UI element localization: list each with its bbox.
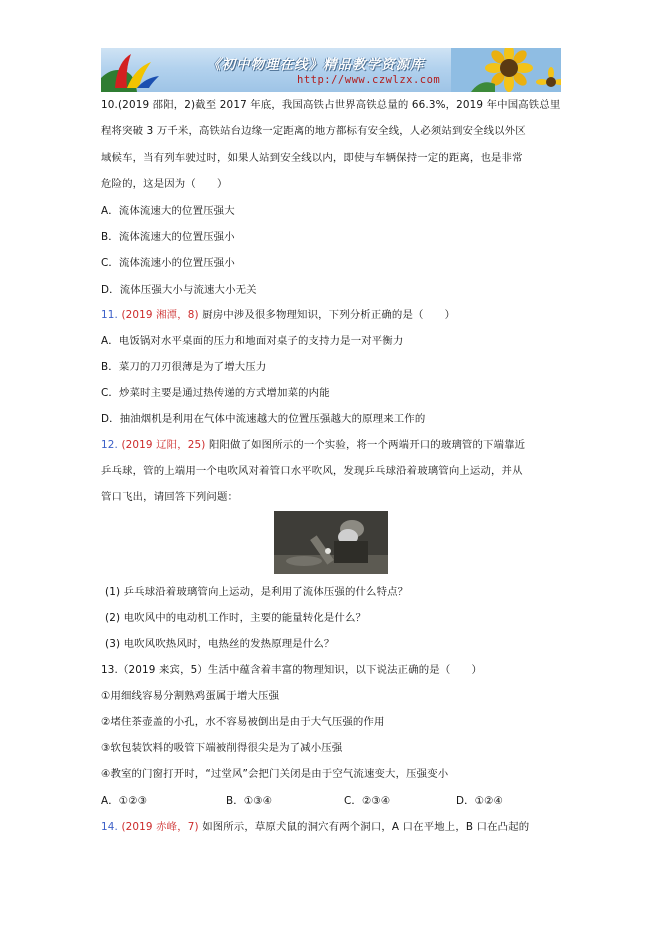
q11-option-c: C．炒菜时主要是通过热传递的方式增加菜的内能 bbox=[101, 387, 330, 399]
q10-option-d: D．流体压强大小与流速大小无关 bbox=[101, 284, 257, 296]
q13-choice-b: B．①③④ bbox=[226, 795, 273, 807]
q13-choice-d: D．①②④ bbox=[456, 795, 504, 807]
q12-number: 12. bbox=[101, 439, 118, 451]
q12-subquestion-2: (2) 电吹风中的电动机工作时，主要的能量转化是什么？ bbox=[105, 612, 367, 624]
q13-item-3: ③软包装饮料的吸管下端被削得很尖是为了减小压强 bbox=[101, 742, 343, 754]
banner-title: 《初中物理在线》精品教学资源库 bbox=[207, 57, 425, 73]
q12-line-3: 管口飞出，请回答下列问题： bbox=[101, 491, 239, 503]
q10-line-4: 危险的，这是因为（ ） bbox=[101, 178, 228, 190]
q10-line-2: 程将突破 3 万千米，高铁站台边缘一定距离的地方都标有安全线，人必须站到安全线以外区 bbox=[101, 125, 526, 137]
q13-item-1: ①用细线容易分割熟鸡蛋属于增大压强 bbox=[101, 690, 280, 702]
q10-option-a: A．流体流速大的位置压强大 bbox=[101, 205, 235, 217]
q11-number: 11. bbox=[101, 309, 118, 321]
q11-text: 厨房中涉及很多物理知识，下列分析正确的是（ ） bbox=[202, 309, 456, 321]
q12-source: (2019 辽阳，25) bbox=[121, 439, 206, 451]
q12-line-2: 乒乓球，管的上端用一个电吹风对着管口水平吹风，发现乒乓球沿着玻璃管向上运动，并从 bbox=[101, 465, 523, 477]
experiment-photo bbox=[274, 511, 388, 574]
logo-icon bbox=[101, 48, 171, 92]
q13-choice-a: A．①②③ bbox=[101, 795, 148, 807]
q12-stem bbox=[101, 438, 525, 453]
q10-option-b: B．流体流速大的位置压强小 bbox=[101, 231, 235, 243]
q12-subquestion-3: (3) 电吹风吹热风时，电热丝的发热原理是什么？ bbox=[105, 638, 335, 650]
q11-stem bbox=[101, 308, 455, 323]
q10-line-3: 域候车，当有列车驶过时，如果人站到安全线以内，即使与车辆保持一定的距离，也是非常 bbox=[101, 152, 523, 164]
q12-subquestion-1: (1) 乒乓球沿着玻璃管向上运动，是利用了流体压强的什么特点？ bbox=[105, 586, 409, 598]
q11-option-d: D．抽油烟机是利用在气体中流速越大的位置压强越大的原理来工作的 bbox=[101, 413, 426, 425]
q13-choice-c: C．②③④ bbox=[344, 795, 391, 807]
q12-line-1: 阳阳做了如图所示的一个实验，将一个两端开口的玻璃管的下端靠近 bbox=[208, 439, 526, 451]
q14-stem bbox=[101, 820, 529, 835]
q13-stem: 13.（2019 来宾，5）生活中蕴含着丰富的物理知识，以下说法正确的是（ ） bbox=[101, 664, 482, 676]
banner-url: http://www.czwlzx.com bbox=[297, 74, 441, 86]
sunflower-icon bbox=[451, 48, 561, 92]
q10-option-c: C．流体流速小的位置压强小 bbox=[101, 257, 235, 269]
q11-source: (2019 湘潭，8) bbox=[121, 309, 199, 321]
q11-option-b: B．菜刀的刀刃很薄是为了增大压力 bbox=[101, 361, 267, 373]
q11-option-a: A．电饭锅对水平桌面的压力和地面对桌子的支持力是一对平衡力 bbox=[101, 335, 404, 347]
q13-item-2: ②堵住茶壶盖的小孔，水不容易被倒出是由于大气压强的作用 bbox=[101, 716, 385, 728]
q10-line-1: 10.(2019 邵阳，2)截至 2017 年底，我国高铁占世界高铁总量的 66.3%，2019 年中国高铁总里 bbox=[101, 99, 561, 111]
q14-text: 如图所示，草原犬鼠的洞穴有两个洞口，A 口在平地上，B 口在凸起的 bbox=[202, 821, 530, 833]
q14-source: (2019 赤峰，7) bbox=[121, 821, 199, 833]
q14-number: 14. bbox=[101, 821, 118, 833]
experiment-photo-image bbox=[274, 511, 388, 574]
q13-item-4: ④教室的门窗打开时，“过堂风”会把门关闭是由于空气流速变大，压强变小 bbox=[101, 768, 449, 780]
header-banner bbox=[101, 48, 561, 92]
